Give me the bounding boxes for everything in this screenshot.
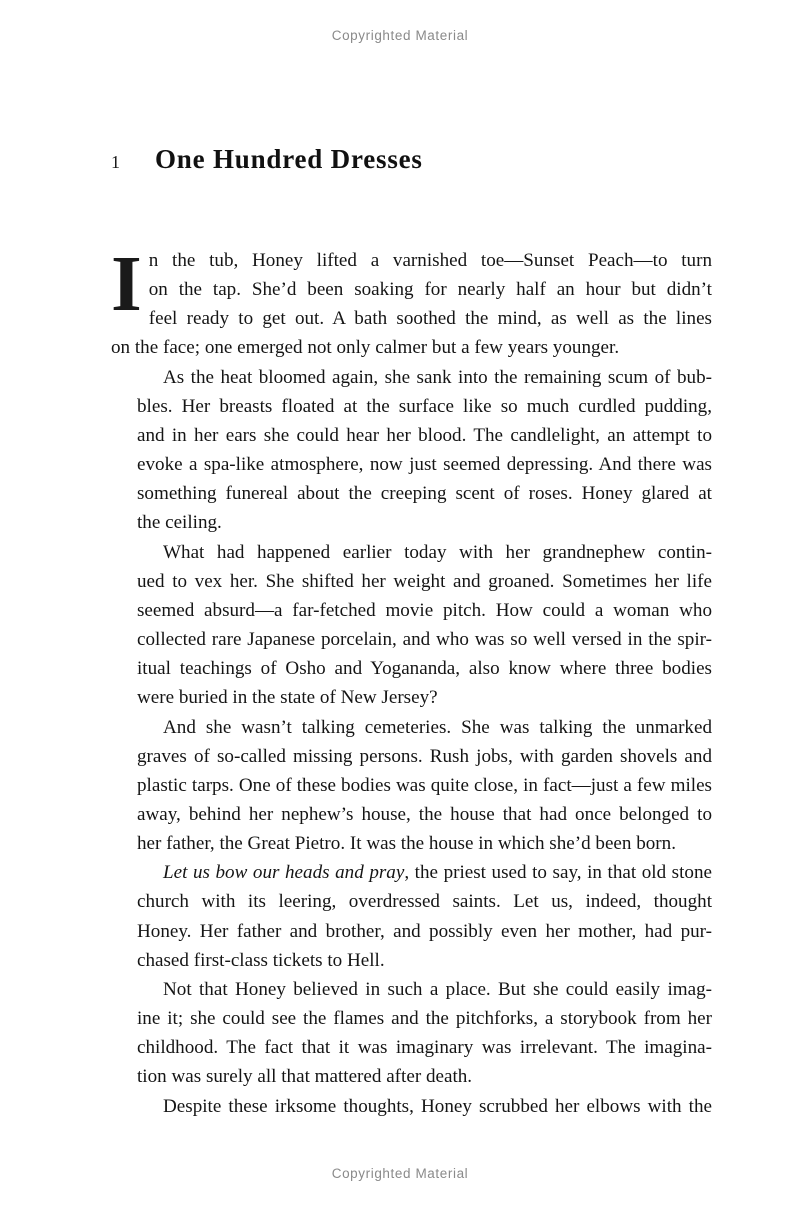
chapter-title: One Hundred Dresses [155,144,423,174]
text-line: Not that Honey believed in such a place. But she could easily imag- [163,978,712,1000]
text-line: n the tub, Honey lifted a varnished toe—Sunset Peach—to turn [148,250,712,271]
paragraph [111,363,712,538]
text-line: something funereal about the creeping scent of roses. Honey glared at [137,483,712,505]
text-line: collected rare Japanese porcelain, and who was so well versed in the spir- [137,629,712,651]
text-line: And she wasn’t talking cemeteries. She was talking the unmarked [163,716,712,738]
chapter-heading [111,144,711,175]
running-head-copyright-notice: Copyrighted Material [331,28,469,43]
text-line: seemed absurd—a far-fetched movie pitch. How could a woman who [137,599,712,621]
italic-prayer-phrase: Let us bow our heads and pray [163,862,405,884]
text-line: itual teachings of Osho and Yogananda, also know where three bodies [137,658,712,680]
text-line: What had happened earlier today with her grandnephew contin- [163,541,712,563]
text-line: her father, the Great Pietro. It was the house in which she’d been born. [137,833,676,855]
body-text-column [111,241,712,1121]
text-line: Honey. Her father and brother, and possibly even her mother, had pur- [137,920,712,942]
running-foot-copyright-notice: Copyrighted Material [331,1166,469,1181]
text-line-remainder: , the priest used to say, in that old stone [404,862,712,884]
text-line: on the face; one emerged not only calmer but a few years younger. [111,337,620,359]
text-line: As the heat bloomed again, she sank into the remaining scum of bub- [163,366,712,388]
text-line: church with its leering, overdressed saints. Let us, indeed, thought [137,891,712,913]
paragraph-with-italic-prayer [111,858,712,975]
text-line: on the tap. She’d been soaking for nearly half an hour but didn’t [148,279,712,301]
text-line: tion was surely all that mattered after death. [137,1066,473,1088]
text-line: ine it; she could see the flames and the pitchforks, a storybook from her [137,1008,712,1030]
paragraph [111,538,712,713]
paragraph-truncated [111,1092,712,1121]
paragraph [111,975,712,1092]
text-line: ued to vex her. She shifted her weight and groaned. Sometimes her life [137,570,712,592]
text-line [111,858,712,887]
text-line: Despite these irksome thoughts, Honey scrubbed her elbows with the [163,1095,712,1117]
text-line: were buried in the state of New Jersey? [137,687,438,709]
text-line: away, behind her nephew’s house, the house that had once belonged to [137,803,712,825]
text-line: feel ready to get out. A bath soothed the mind, as well as the lines [148,308,712,330]
paragraph [111,713,712,859]
text-line: graves of so-called missing persons. Rush jobs, with garden shovels and [137,745,712,767]
paragraph-opening [111,241,712,363]
text-line: chased first-class tickets to Hell. [137,949,385,971]
text-line: childhood. The fact that it was imaginary was irrelevant. The imagina- [137,1037,712,1059]
text-line: the ceiling. [137,512,222,534]
text-line: evoke a spa-like atmosphere, now just seemed depressing. And there was [137,454,712,476]
text-line: and in her ears she could hear her blood. The candlelight, an attempt to [137,424,712,446]
chapter-number: 1 [111,152,121,172]
drop-cap-initial: I [111,241,142,328]
text-line: plastic tarps. One of these bodies was quite close, in fact—just a few miles [137,774,712,796]
text-line: bles. Her breasts floated at the surface like so much curdled pudding, [137,395,712,417]
